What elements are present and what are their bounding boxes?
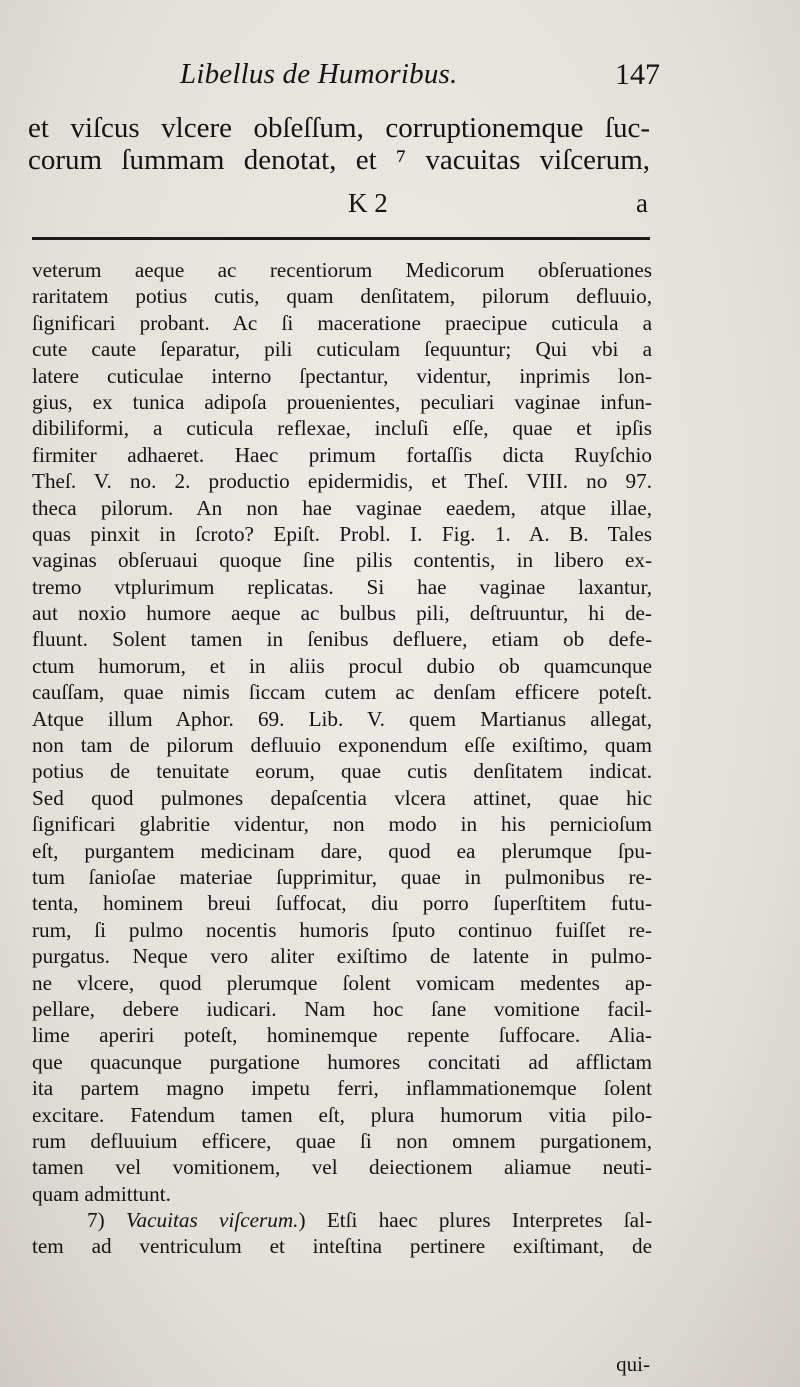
footnote-line: latere cuticulae interno ſpectantur, videntur, inprimis lon- — [32, 363, 652, 388]
footnote-line: rum defluuium efficere, quae ſi non omnem purgationem, — [32, 1128, 652, 1153]
footnote-line: quas pinxit in ſcroto? Epiſt. Probl. I. Fig. 1. A. B. Tales — [32, 521, 652, 546]
footnote-line: fluunt. Solent tamen in ſenibus defluere, etiam ob defe- — [32, 627, 652, 652]
footnote-line: vaginas obſeruaui quoque ſine pilis contentis, in libero ex- — [32, 548, 652, 573]
footnote-line: purgatus. Neque vero aliter exiſtimo de latente in pulmo- — [32, 944, 652, 969]
footnote-line: rum, ſi pulmo nocentis humoris ſputo continuo fuiſſet re- — [32, 917, 652, 942]
footnote-7-first-line — [32, 1207, 652, 1233]
footnote-divider — [32, 237, 650, 240]
page-header — [40, 50, 660, 100]
footnote-line: quam admittunt. — [32, 1181, 171, 1206]
footnote-line: lime aperiri poteſt, hominemque repente ſuffocare. Alia- — [32, 1023, 652, 1048]
footnote-line: firmiter adhaeret. Haec primum fortaſſis dicta Ruyſchio — [32, 442, 652, 467]
footnote-line: potius de tenuitate eorum, quae cutis denſitatem indicat. — [32, 759, 652, 784]
footnote-line: tremo vtplurimum replicatas. Si hae vaginae laxantur, — [32, 574, 652, 599]
footnote-line: theca pilorum. An non hae vaginae eaedem, atque illae, — [32, 495, 652, 520]
footnote-line: veterum aeque ac recentiorum Medicorum obſeruationes — [32, 258, 652, 282]
footnote-line: eſt, purgantem medicinam dare, quod ea plerumque ſpu- — [32, 838, 652, 863]
footnote-line: gius, ex tunica adipoſa prouenientes, peculiari vaginae infun- — [32, 389, 652, 414]
footnote-line: tenta, hominem breui ſuffocat, diu porro ſuperſtitem futu- — [32, 891, 652, 916]
bottom-catchword: qui- — [616, 1352, 650, 1376]
footnote-line: ctum humorum, et in aliis procul dubio ob quamcunque — [32, 653, 652, 678]
page-number: 147 — [615, 58, 660, 91]
catchword: a — [636, 188, 648, 218]
footnote-line: que quacunque purgatione humores concitati ad afflictam — [32, 1049, 652, 1074]
running-title: Libellus de Humoribus. — [180, 58, 458, 90]
footnote-line: dibiliformi, a cuticula reflexae, incluſi eſſe, quae et ipſis — [32, 416, 652, 441]
main-text-line: corum ſummam denotat, et ⁷ vacuitas viſcerum, — [28, 144, 650, 176]
footnote-line: aut noxio humore aeque ac bulbus pili, deſtruuntur, hi de- — [32, 601, 652, 626]
footnote-line: pellare, debere iudicari. Nam hoc ſane vomitione facil- — [32, 996, 652, 1021]
footnote-line: tem ad ventriculum et inteſtina pertinere exiſtimant, de — [32, 1234, 652, 1259]
footnote-line: non tam de pilorum defluuio exponendum eſſe exiſtimo, quam — [32, 733, 652, 758]
footnote-line: tum ſanioſae materiae ſupprimitur, quae in pulmonibus re- — [32, 864, 652, 889]
footnote-line: Sed quod pulmones depaſcentia vlcera attinet, quae hic — [32, 785, 652, 810]
footnote-7-title: Vacuitas viſcerum. — [125, 1208, 299, 1233]
footnote-line: cute caute ſeparatur, pili cuticulam ſequuntur; Qui vbi a — [32, 337, 652, 362]
footnote-line: ne vlcere, quod plerumque ſolent vomicam medentes ap- — [32, 970, 652, 995]
main-text-line: et viſcus vlcere obſeſſum, corruptionemque ſuc- — [28, 112, 650, 144]
footnote-line: Atque illum Aphor. 69. Lib. V. quem Martianus allegat, — [32, 706, 652, 731]
footnote-7-text: ) Etſi haec plures Interpretes ſal- — [298, 1208, 653, 1233]
printer-signature: K 2 — [348, 188, 388, 218]
footnote-7-number: 7) — [87, 1208, 105, 1233]
signature-line — [28, 188, 650, 222]
footnote-line: cauſſam, quae nimis ſiccam cutem ac denſam efficere poteſt. — [32, 680, 652, 705]
footnote-line: excitare. Fatendum tamen eſt, plura humorum vitia pilo- — [32, 1102, 652, 1127]
footnote-line: Theſ. V. no. 2. productio epidermidis, et Theſ. VIII. no 97. — [32, 469, 652, 494]
footnote-line: ſignificari glabritie videntur, non modo in his pernicioſum — [32, 812, 652, 837]
footnote-line: tamen vel vomitionem, vel deiectionem aliamue neuti- — [32, 1155, 652, 1180]
footnote-line: ſignificari probant. Ac ſi maceratione praecipue cuticula a — [32, 310, 652, 335]
footnote-line: raritatem potius cutis, quam denſitatem, pilorum defluuio, — [32, 284, 652, 309]
footnote-block — [32, 257, 652, 1260]
main-text — [28, 112, 650, 176]
footnote-line: ita partem magno impetu ferri, inflammationemque ſolent — [32, 1076, 652, 1101]
